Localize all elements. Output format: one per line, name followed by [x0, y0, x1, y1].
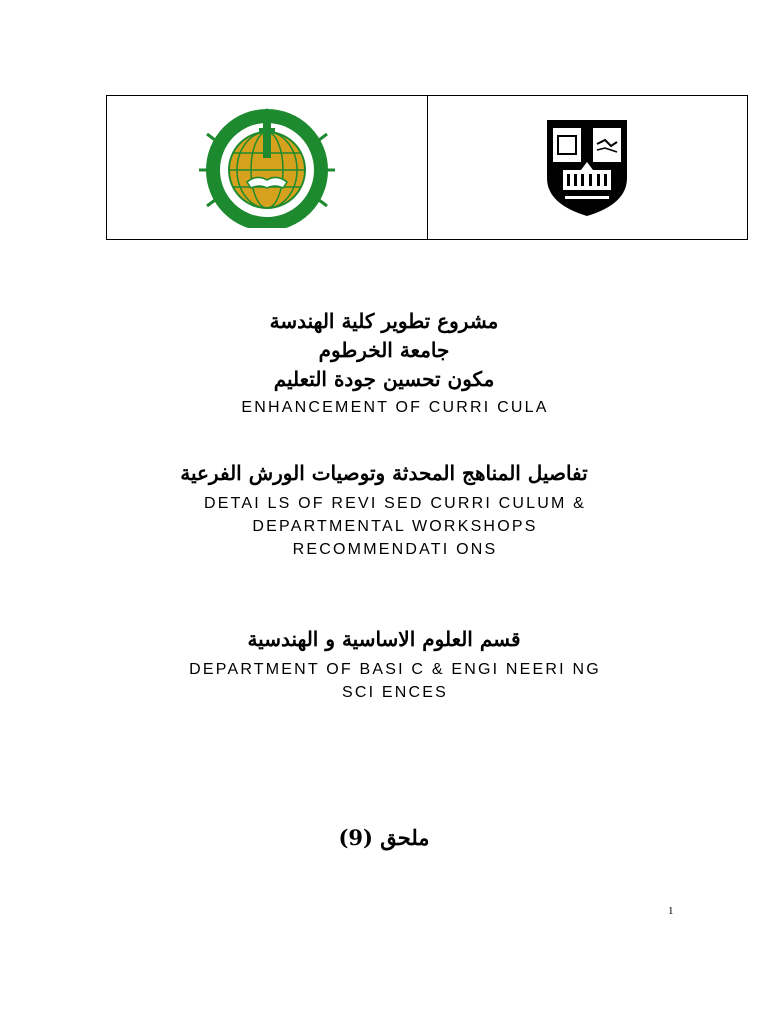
- details-title-en-line1: DETAI LS OF REVI SED CURRI CULUM &: [203, 495, 587, 512]
- university-name-ar: جامعة الخرطوم: [318, 338, 450, 362]
- right-logo-cell: [427, 96, 748, 239]
- department-title-en-line1: DEPARTMENT OF BASI C & ENGI NEERI NG: [189, 661, 601, 678]
- annex-label: ملحق (9): [338, 825, 430, 850]
- department-title-ar: قسم العلوم الاساسية و الهندسية: [247, 627, 521, 651]
- component-name-ar: مكون تحسين جودة التعليم: [273, 367, 495, 391]
- islamic-development-bank-logo: [187, 108, 347, 228]
- department-title-en-line2: SCI ENCES: [341, 684, 449, 701]
- enhancement-title-en: ENHANCEMENT OF CURRI CULA: [241, 399, 549, 416]
- details-title-en-line2: DEPARTMENTAL WORKSHOPS: [252, 518, 538, 535]
- project-title-ar: مشروع تطوير كلية الهندسة: [269, 309, 499, 333]
- details-title-en-line3: RECOMMENDATI ONS: [292, 541, 498, 558]
- logo-header-table: [106, 95, 748, 240]
- left-logo-cell: [107, 96, 427, 239]
- page-number: 1: [668, 905, 674, 917]
- university-of-khartoum-crest: [545, 118, 629, 218]
- details-title-ar: تفاصيل المناهج المحدثة وتوصيات الورش الفرعية: [180, 461, 588, 485]
